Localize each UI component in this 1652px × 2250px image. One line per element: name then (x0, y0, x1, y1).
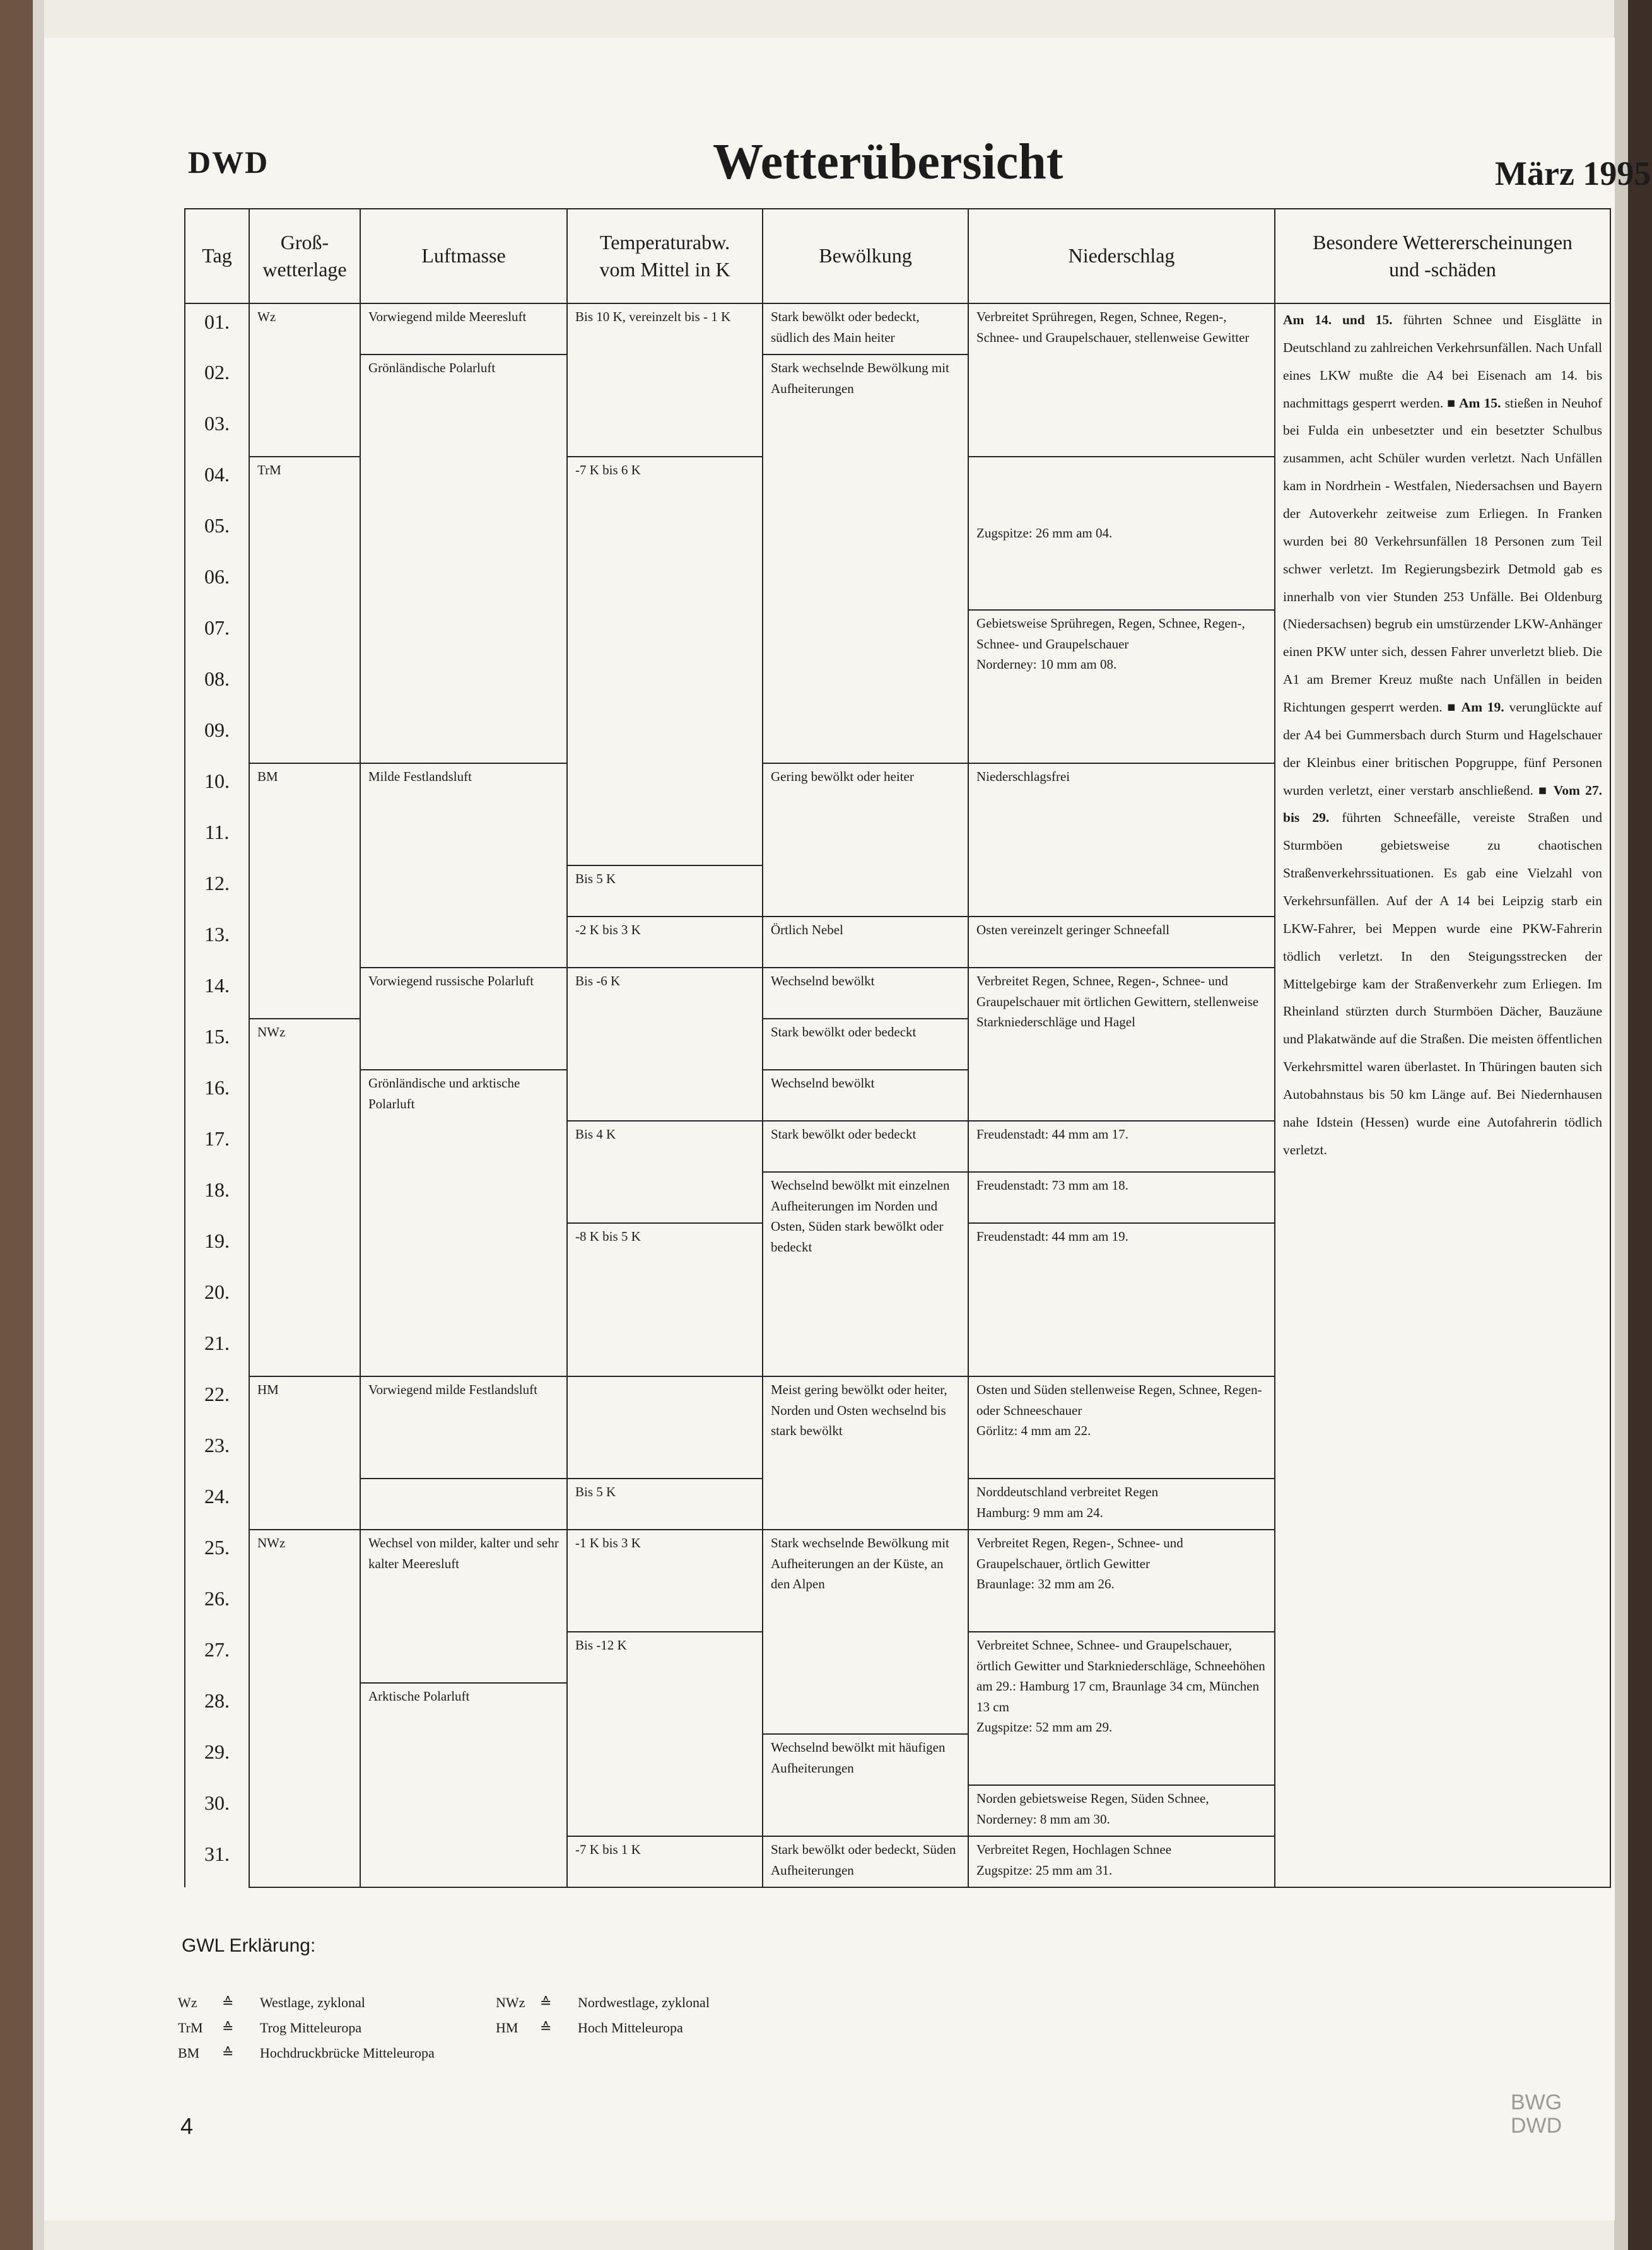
day-cell: 29. (185, 1734, 249, 1785)
day-cell: 02. (185, 354, 249, 406)
col-header-bewoelkung: Bewölkung (763, 209, 968, 303)
day-cell: 19. (185, 1223, 249, 1274)
temperatur-cell: -7 K bis 6 K (567, 457, 763, 865)
bewoelkung-cell: Stark bewölkt oder bedeckt, Süden Aufheiterungen (763, 1836, 968, 1887)
bewoelkung-cell: Wechselnd bewölkt (763, 1070, 968, 1121)
luftmasse-cell: Grönländische und arktische Polarluft (360, 1070, 567, 1376)
legend-item: Wz ≙ Westlage, zyklonal (178, 1995, 365, 2010)
niederschlag-cell: Freudenstadt: 73 mm am 18. (968, 1172, 1275, 1223)
niederschlag-cell: Osten und Süden stellenweise Regen, Schnee, Regen- oder Schneeschauer Görlitz: 4 mm am 22. (968, 1376, 1275, 1479)
luftmasse-cell: Milde Festlandsluft (360, 763, 567, 968)
luftmasse-cell: Arktische Polarluft (360, 1683, 567, 1887)
luftmasse-cell: Vorwiegend milde Festlandsluft (360, 1376, 567, 1479)
niederschlag-cell: Verbreitet Regen, Regen-, Schnee- und Graupelschauer, örtlich Gewitter Braunlage: 32 mm am 26. (968, 1530, 1275, 1632)
day-cell: 28. (185, 1683, 249, 1734)
gwl-cell: HM (249, 1376, 360, 1530)
book-binding-right (1628, 0, 1652, 2250)
day-cell: 09. (185, 712, 249, 763)
bewoelkung-cell: Stark wechselnde Bewölkung mit Aufheiterungen an der Küste, an den Alpen (763, 1530, 968, 1734)
temperatur-cell: -2 K bis 3 K (567, 917, 763, 968)
gwl-cell: BM (249, 763, 360, 1019)
legend-item: TrM ≙ Trog Mitteleuropa (178, 2020, 362, 2036)
day-cell: 10. (185, 763, 249, 814)
page-title: Wetterübersicht (713, 134, 1063, 190)
day-cell: 26. (185, 1581, 249, 1632)
temperatur-cell: -1 K bis 3 K (567, 1530, 763, 1632)
gwl-cell: NWz (249, 1530, 360, 1887)
bewoelkung-cell: Wechselnd bewölkt (763, 968, 968, 1019)
month-label: März 1995 (1495, 155, 1651, 192)
legend-item: NWz ≙ Nordwestlage, zyklonal (496, 1995, 710, 2010)
niederschlag-cell: Norddeutschland verbreitet Regen Hamburg: 9 mm am 24. (968, 1479, 1275, 1530)
temperatur-cell (567, 1376, 763, 1479)
day-cell: 17. (185, 1121, 249, 1172)
niederschlag-cell: Gebietsweise Sprühregen, Regen, Schnee, Regen-, Schnee- und Graupelschauer Norderney: 10 mm am 08. (968, 610, 1275, 763)
niederschlag-cell: Freudenstadt: 44 mm am 19. (968, 1223, 1275, 1376)
page-gutter (33, 0, 44, 2250)
niederschlag-cell: Osten vereinzelt geringer Schneefall (968, 917, 1275, 968)
bewoelkung-cell: Stark bewölkt oder bedeckt (763, 1121, 968, 1172)
publisher-label: DWD (188, 144, 269, 180)
day-cell: 01. (185, 303, 249, 354)
luftmasse-cell: Vorwiegend milde Meeresluft (360, 303, 567, 354)
day-cell: 24. (185, 1479, 249, 1530)
day-cell: 03. (185, 406, 249, 457)
bewoelkung-cell: Gering bewölkt oder heiter (763, 763, 968, 917)
day-cell: 07. (185, 610, 249, 661)
page-number: 4 (180, 2113, 194, 2139)
notes-cell: Am 14. und 15. führten Schnee und Eisglätte in Deutschland zu zahlreichen Verkehrsunfällen. Nach Unfall eines LKW mußte die A4 bei Eisenach am 14. bis nachmittags gesperrt werden. ■ Am 15. stießen in Neuhof bei Fulda ein unbesetzter und ein besetzter Schulbus zusammen, acht Schüler wurden verletzt. Nach Unfällen kam in Nordrhein - Westfalen, Niedersachsen und Bayern der Autoverkehr zeitweise zum Erliegen. In Franken wurden bei 80 Verkehrsunfällen 18 Personen zum Teil schwer verletzt. Im Regierungsbezirk Detmold gab es innerhalb von vier Stunden 253 Unfälle. Bei Oldenburg (Niedersachsen) begrub ein umstürzender LKW-Anhänger einen PKW unter sich, dessen Fahrer unverletzt blieb. Die A1 am Bremer Kreuz mußte nach Unfällen in beiden Richtungen gesperrt werden. ■ Am 19. verunglückte auf der A4 bei Gummersbach durch Sturm und Hagelschauer der Kleinbus einer britischen Popgruppe, fünf Personen wurden verletzt, einer verstarb anschließend. ■ Vom 27. bis 29. führten Schneefälle, vereiste Straßen und Sturmböen gebietsweise zu chaotischen Straßenverkehrssituationen. Es gab eine Vielzahl von Verkehrsunfällen. Auf der A 14 bei Leipzig starb ein LKW-Fahrer, bei Meppen wurde eine PKW-Fahrerin tödlich verletzt. In den Steigungsstrecken der Mittelgebirge kam der Straßenverkehr zum Erliegen. Im Rheinland stürzten durch Sturmböen Dächer, Bauzäune und Plakatwände auf die Straßen. Die meisten öffentlichen Verkehrsmittel waren überlastet. In Thüringen bauten sich Autobahnstaus bis 50 km Länge auf. Bei Niedernhausen nahe Idstein (Hessen) wurde eine Autofahrerin tödlich verletzt. (1275, 303, 1610, 1887)
luftmasse-cell: Grönländische Polarluft (360, 354, 567, 763)
notes-lead: Am 14. und 15. (1283, 312, 1393, 327)
day-cell: 31. (185, 1836, 249, 1887)
bewoelkung-cell: Wechselnd bewölkt mit häufigen Aufheiterungen (763, 1734, 968, 1836)
niederschlag-cell: Niederschlagsfrei (968, 763, 1275, 917)
notes-lead: ■ Am 15. (1447, 395, 1501, 411)
day-cell: 05. (185, 508, 249, 559)
day-cell: 23. (185, 1427, 249, 1479)
legend-item: BM ≙ Hochdruckbrücke Mitteleuropa (178, 2045, 435, 2061)
day-cell: 22. (185, 1376, 249, 1427)
temperatur-cell: Bis 4 K (567, 1121, 763, 1223)
day-cell: 12. (185, 865, 249, 917)
legend-title: GWL Erklärung: (182, 1935, 316, 1956)
day-cell: 13. (185, 917, 249, 968)
luftmasse-cell: Vorwiegend russische Polarluft (360, 968, 567, 1070)
col-header-grosswetterlage: Groß- wetterlage (249, 209, 360, 303)
temperatur-cell: Bis -12 K (567, 1632, 763, 1836)
day-cell: 21. (185, 1325, 249, 1376)
day-cell: 20. (185, 1274, 249, 1325)
niederschlag-cell: Norden gebietsweise Regen, Süden Schnee, Norderney: 8 mm am 30. (968, 1785, 1275, 1836)
niederschlag-cell: Freudenstadt: 44 mm am 17. (968, 1121, 1275, 1172)
luftmasse-cell: Wechsel von milder, kalter und sehr kalter Meeresluft (360, 1530, 567, 1683)
weather-table (184, 208, 1611, 1888)
niederschlag-cell: Zugspitze: 26 mm am 04. (968, 457, 1275, 610)
day-cell: 18. (185, 1172, 249, 1223)
temperatur-cell: Bis -6 K (567, 968, 763, 1121)
bewoelkung-cell: Stark wechselnde Bewölkung mit Aufheiterungen (763, 354, 968, 763)
luftmasse-cell (360, 1479, 567, 1530)
library-stamp: BWG DWD (1511, 2090, 1562, 2138)
bewoelkung-cell: Wechselnd bewölkt mit einzelnen Aufheiterungen im Norden und Osten, Süden stark bewölkt oder bedeckt (763, 1172, 968, 1376)
temperatur-cell: Bis 10 K, vereinzelt bis - 1 K (567, 303, 763, 457)
day-cell: 14. (185, 968, 249, 1019)
page-edge-right (1614, 0, 1628, 2250)
bewoelkung-cell: Meist gering bewölkt oder heiter, Norden und Osten wechselnd bis stark bewölkt (763, 1376, 968, 1530)
bewoelkung-cell: Örtlich Nebel (763, 917, 968, 968)
day-cell: 11. (185, 814, 249, 865)
col-header-tag: Tag (185, 209, 249, 303)
col-header-luftmasse: Luftmasse (360, 209, 567, 303)
niederschlag-cell: Verbreitet Sprühregen, Regen, Schnee, Regen-, Schnee- und Graupelschauer, stellenweise Gewitter (968, 303, 1275, 457)
temperatur-cell: -7 K bis 1 K (567, 1836, 763, 1887)
notes-lead: ■ Am 19. (1447, 700, 1504, 715)
day-cell: 06. (185, 559, 249, 610)
niederschlag-cell: Verbreitet Regen, Schnee, Regen-, Schnee- und Graupelschauer mit örtlichen Gewittern, stellenweise Starkniederschläge und Hagel (968, 968, 1275, 1121)
gwl-cell: TrM (249, 457, 360, 763)
gwl-cell: NWz (249, 1019, 360, 1376)
day-cell: 04. (185, 457, 249, 508)
col-header-besondere: Besondere Wettererscheinungen und -schäden (1275, 209, 1610, 303)
bewoelkung-cell: Stark bewölkt oder bedeckt, südlich des Main heiter (763, 303, 968, 354)
bewoelkung-cell: Stark bewölkt oder bedeckt (763, 1019, 968, 1070)
col-header-niederschlag: Niederschlag (968, 209, 1275, 303)
book-binding-left (0, 0, 33, 2250)
niederschlag-cell: Verbreitet Schnee, Schnee- und Graupelschauer, örtlich Gewitter und Starkniederschläge, Schneehöhen am 29.: Hamburg 17 cm, Braunlage 34 cm, München 13 cm Zugspitze: 52 mm am 29. (968, 1632, 1275, 1785)
day-cell: 15. (185, 1019, 249, 1070)
day-cell: 27. (185, 1632, 249, 1683)
notes-lead: ■ Vom 27. bis 29. (1283, 782, 1602, 826)
col-header-temperatur: Temperaturabw. vom Mittel in K (567, 209, 763, 303)
temperatur-cell: Bis 5 K (567, 865, 763, 917)
legend-item: HM ≙ Hoch Mitteleuropa (496, 2020, 683, 2036)
day-cell: 30. (185, 1785, 249, 1836)
temperatur-cell: -8 K bis 5 K (567, 1223, 763, 1376)
gwl-cell: Wz (249, 303, 360, 457)
day-cell: 16. (185, 1070, 249, 1121)
temperatur-cell: Bis 5 K (567, 1479, 763, 1530)
day-cell: 25. (185, 1530, 249, 1581)
day-cell: 08. (185, 661, 249, 712)
niederschlag-cell: Verbreitet Regen, Hochlagen Schnee Zugspitze: 25 mm am 31. (968, 1836, 1275, 1887)
